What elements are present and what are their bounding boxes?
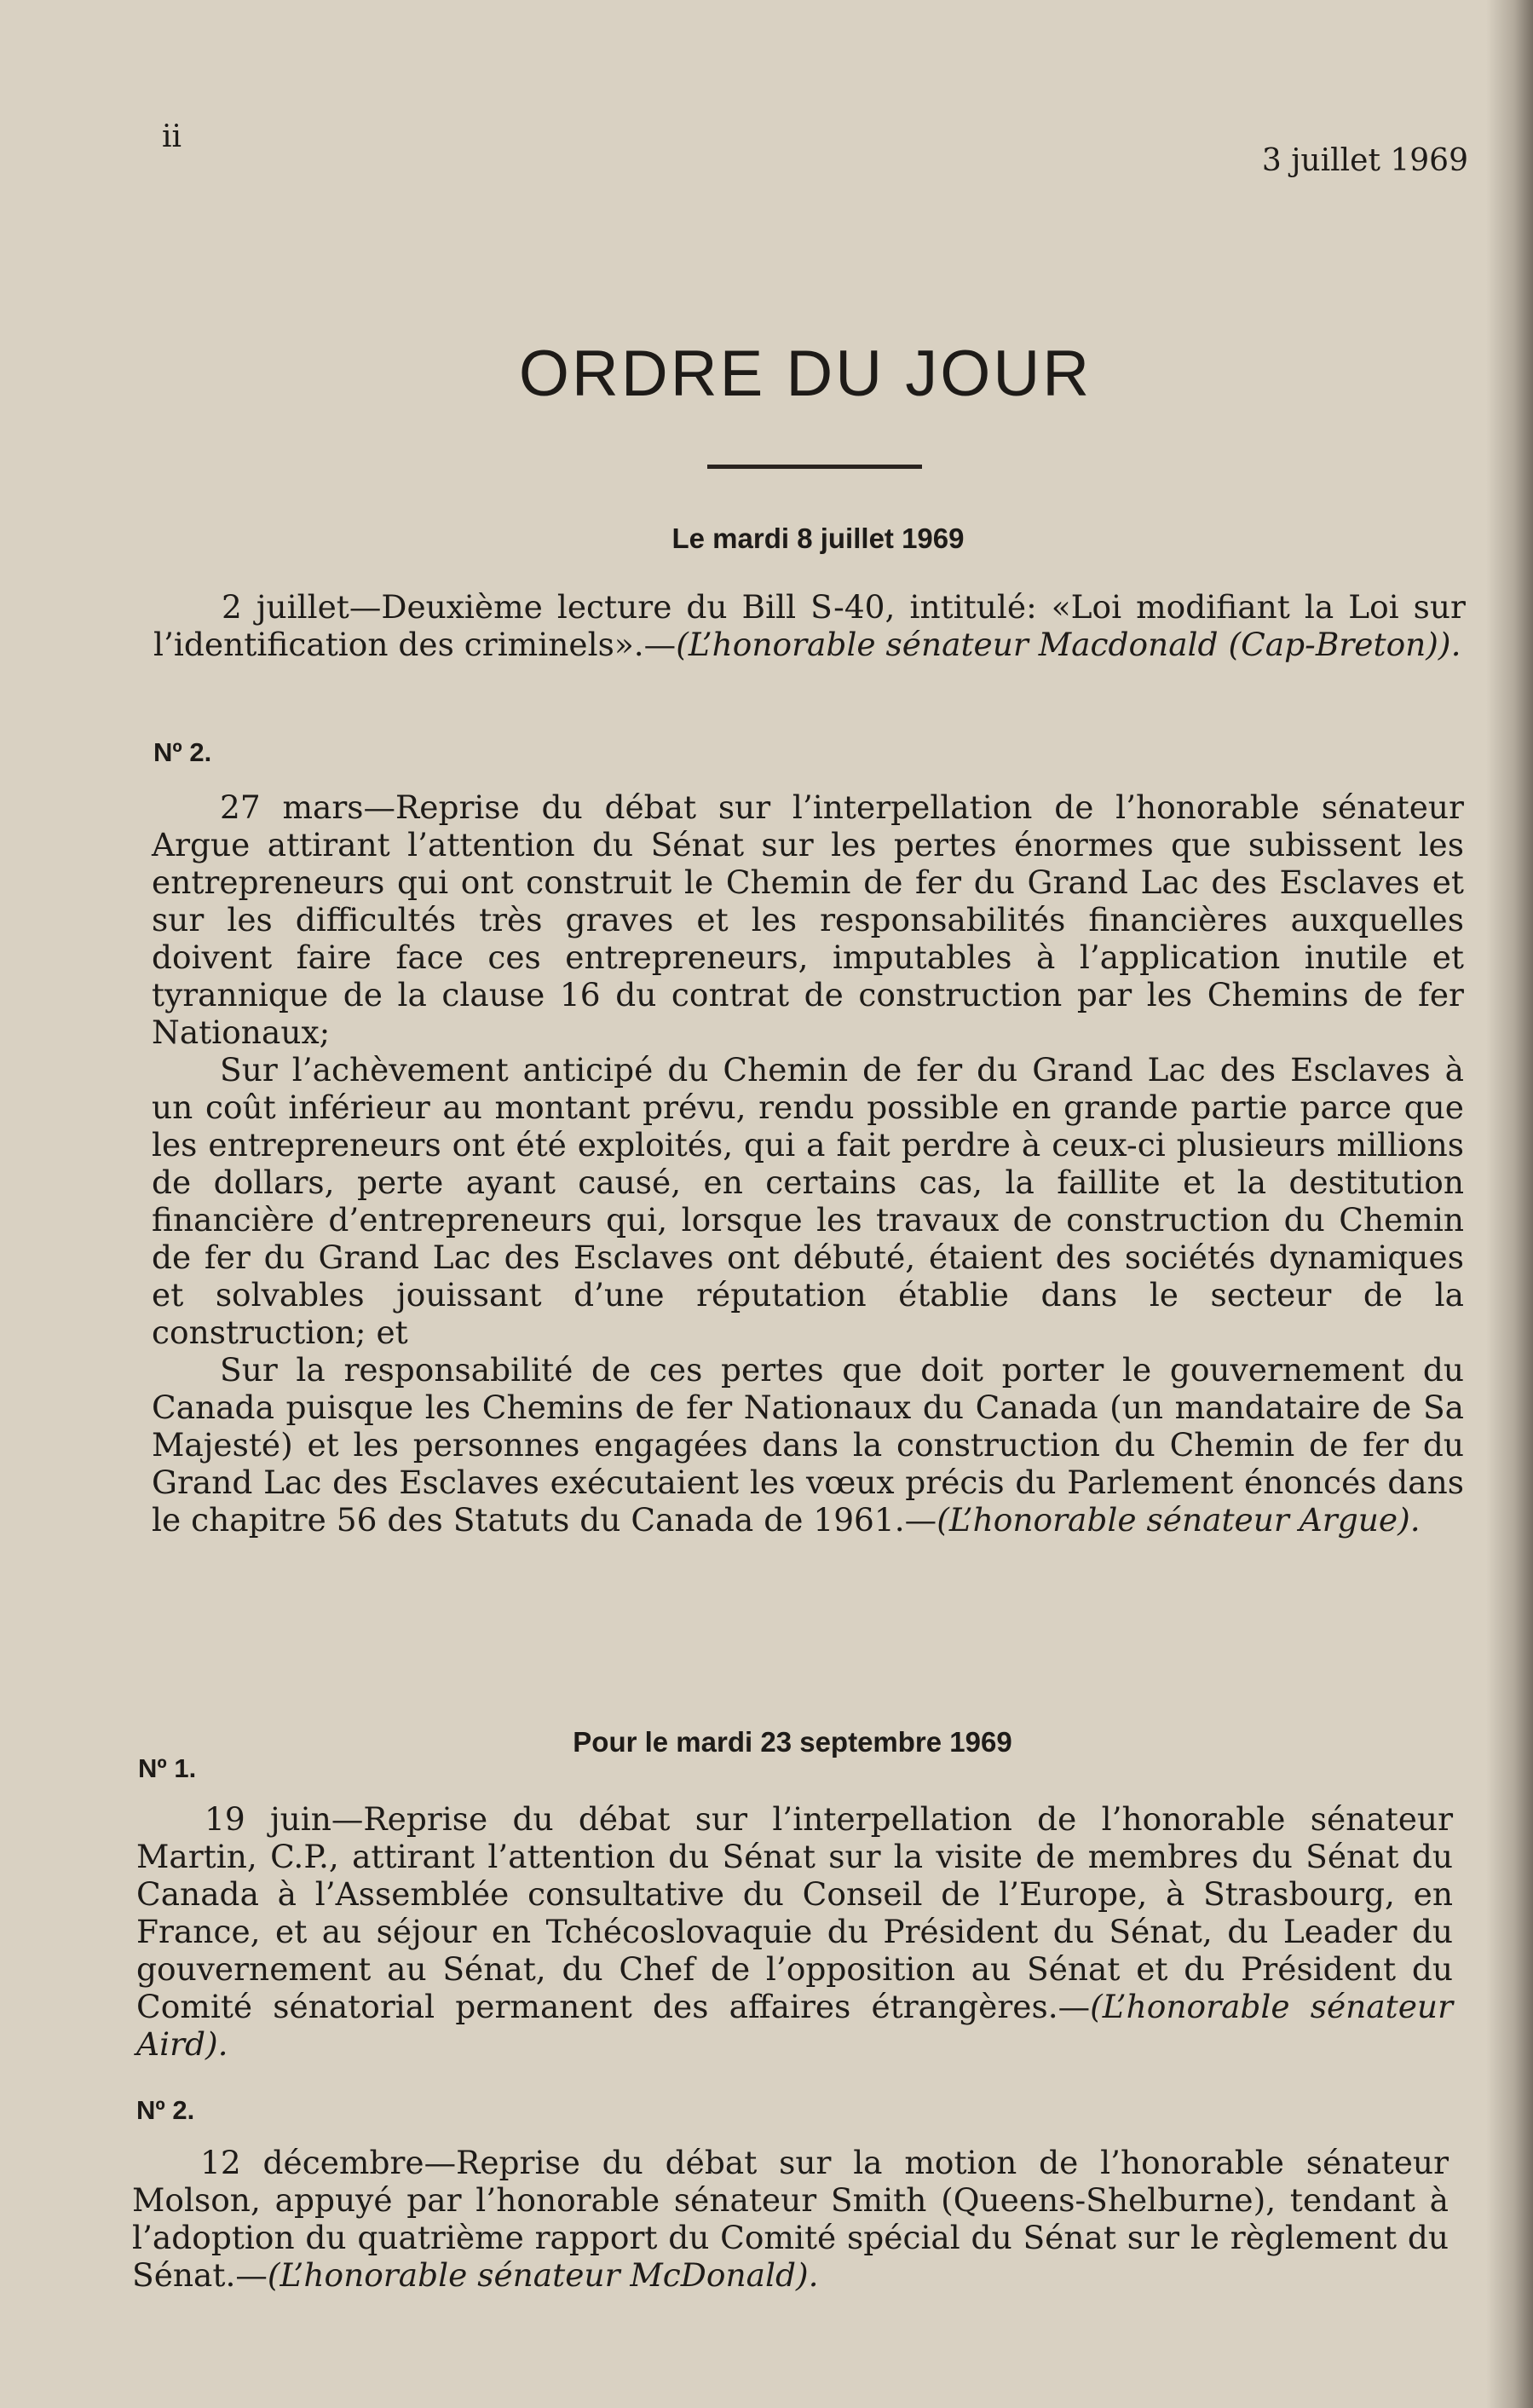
order-item-body: Sur la responsabilité de ces pertes que doit porter le gouvernement du Canada puisque les Chemins de fer Nationaux du Canada (un mandataire de Sa Majesté) et les personnes engagées dans la construction du Chemin de fer du Grand Lac des Esclaves exécutaient les vœux précis du Parlement énoncés dans le chapitre 56 des Statuts du Canada de 1961.— — [152, 1351, 1464, 1539]
order-item-paragraph: 27 mars—Reprise du débat sur l’interpellation de l’honorable sénateur Argue attirant l’attention du Sénat sur les pertes énormes que subissent les entrepreneurs qui ont construit le Chemin de fer du Grand Lac des Esclaves et sur les difficultés très graves et les responsabilités financières auxquelles doivent faire face ces entrepreneurs, imputables à l’application inutile et tyrannique de la clause 16 du contrat de construction par les Chemins de fer Nationaux; — [152, 788, 1464, 1051]
order-item-body: 19 juin—Reprise du débat sur l’interpellation de l’honorable sénateur Martin, C.P., attirant l’attention du Sénat sur la visite de membres du Sénat du Canada à l’Assemblée consultative du Conseil de l’Europe, à Strasbourg, en France, et au séjour en Tchécoslovaquie du Président du Sénat, du Leader du gouvernement au Sénat, du Chef de l’opposition au Sénat et du Président du Comité sénatorial permanent des affaires étrangères.— — [136, 1800, 1453, 2025]
date-header: 3 juillet 1969 — [1261, 143, 1468, 178]
item-number: Nº 2. — [153, 737, 212, 767]
page-folio: ii — [162, 119, 182, 154]
order-item-3 — [136, 1800, 1453, 2063]
order-item-text — [132, 2144, 1449, 2294]
order-item-sponsor: (L’honorable sénateur Aird). — [136, 1988, 1453, 2063]
order-item-body: 2 juillet—Deuxième lecture du Bill S-40, intitulé: «Loi modifiant la Loi sur l’identification des criminels».— — [153, 588, 1466, 663]
order-item-sponsor: (L’honorable sénateur McDonald). — [267, 2256, 819, 2294]
section-date-1: Le mardi 8 juillet 1969 — [671, 523, 965, 554]
order-item-1 — [153, 588, 1466, 663]
order-item-sponsor: (L’honorable sénateur Macdonald (Cap-Breton)). — [676, 626, 1461, 663]
order-item-paragraph: Sur l’achèvement anticipé du Chemin de fer du Grand Lac des Esclaves à un coût inférieur au montant prévu, rendu possible en grande partie parce que les entrepreneurs ont été exploités, qui a fait perdre à ceux-ci plusieurs millions de dollars, perte ayant causé, en certains cas, la faillite et la destitution financière d’entrepreneurs qui, lorsque les travaux de construction du Chemin de fer du Grand Lac des Esclaves ont débuté, étaient des sociétés dynamiques et solvables jouissant d’une réputation établie dans le secteur de la construction; et — [152, 1051, 1464, 1351]
order-item-4 — [132, 2144, 1449, 2294]
order-item-2 — [152, 788, 1464, 1539]
order-item-body: 12 décembre—Reprise du débat sur la motion de l’honorable sénateur Molson, appuyé par l’honorable sénateur Smith (Queens-Shelburne), tendant à l’adoption du quatrième rapport du Comité spécial du Sénat sur le règlement du Sénat.— — [132, 2144, 1449, 2294]
order-item-text — [136, 1800, 1453, 2063]
order-item-sponsor: (L’honorable sénateur Argue). — [937, 1501, 1421, 1539]
section-date-2: Pour le mardi 23 septembre 1969 — [573, 1726, 1012, 1758]
item-number: Nº 1. — [138, 1753, 197, 1783]
item-number: Nº 2. — [136, 2095, 195, 2125]
title-rule — [707, 465, 922, 469]
order-item-text — [153, 588, 1466, 663]
page-title: ORDRE DU JOUR — [518, 338, 1092, 410]
order-item-paragraph — [152, 1351, 1464, 1539]
